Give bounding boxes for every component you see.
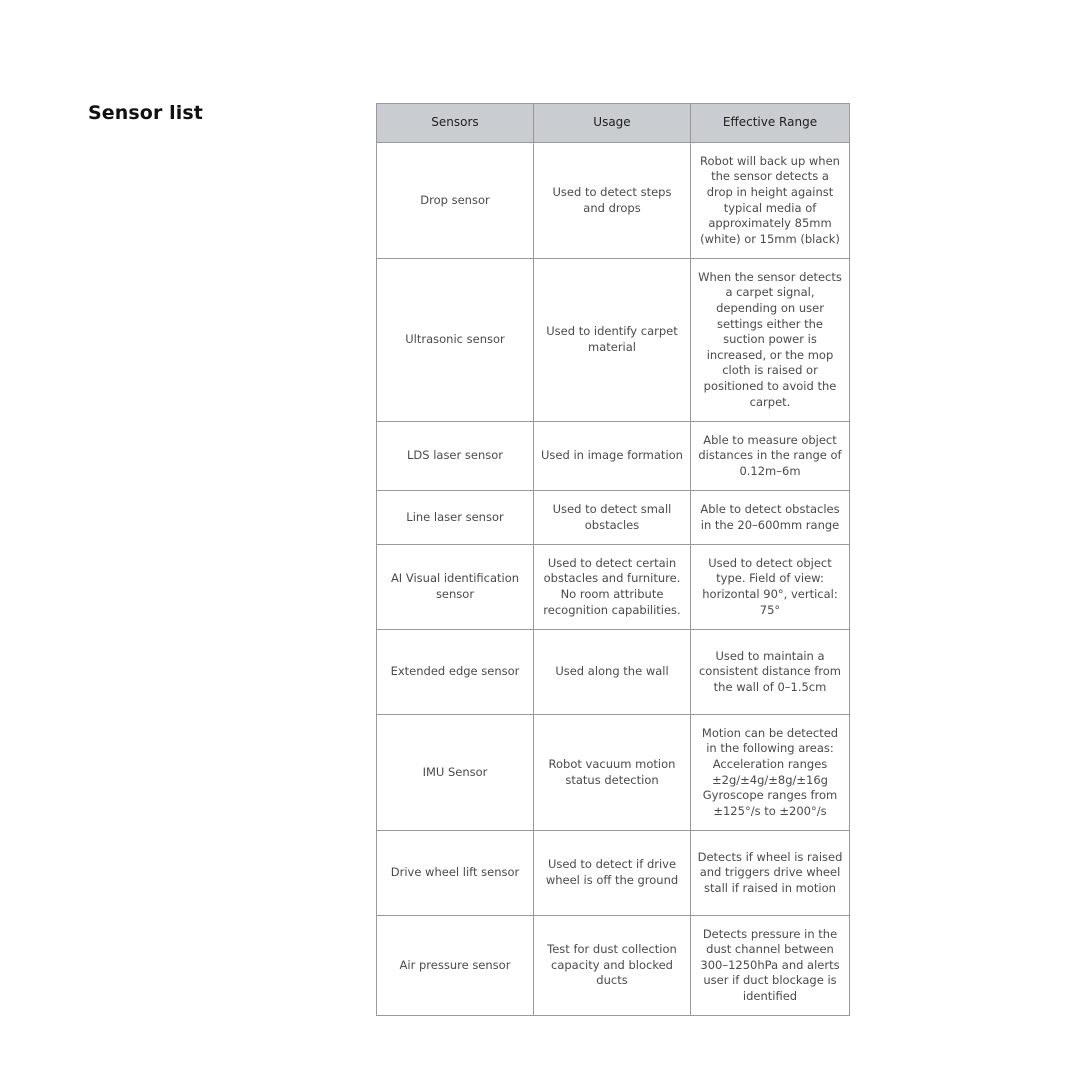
table-row xyxy=(377,422,850,491)
table-row xyxy=(377,831,850,916)
cell-usage: Used to detect certain obstacles and furniture. No room attribute recognition capabilities. xyxy=(534,545,691,630)
cell-usage: Used to detect if drive wheel is off the ground xyxy=(534,831,691,916)
column-header-sensors: Sensors xyxy=(377,104,534,143)
cell-range: Used to maintain a consistent distance from the wall of 0–1.5cm xyxy=(691,630,850,715)
sensor-table xyxy=(376,103,850,1016)
table-row xyxy=(377,491,850,545)
cell-range: Able to detect obstacles in the 20–600mm range xyxy=(691,491,850,545)
cell-usage: Used to identify carpet material xyxy=(534,259,691,422)
cell-sensor: AI Visual identification sensor xyxy=(377,545,534,630)
cell-sensor: Air pressure sensor xyxy=(377,916,534,1016)
column-header-usage: Usage xyxy=(534,104,691,143)
cell-sensor: Ultrasonic sensor xyxy=(377,259,534,422)
cell-sensor: Extended edge sensor xyxy=(377,630,534,715)
table-header-row xyxy=(377,104,850,143)
cell-range: When the sensor detects a carpet signal, depending on user settings either the suction power is increased, or the mop cloth is raised or positioned to avoid the carpet. xyxy=(691,259,850,422)
cell-usage: Used to detect small obstacles xyxy=(534,491,691,545)
cell-range: Detects if wheel is raised and triggers drive wheel stall if raised in motion xyxy=(691,831,850,916)
cell-range: Detects pressure in the dust channel between 300–1250hPa and alerts user if duct blockage is identified xyxy=(691,916,850,1016)
cell-sensor: Drop sensor xyxy=(377,143,534,259)
table-row xyxy=(377,545,850,630)
table-row xyxy=(377,259,850,422)
cell-sensor: IMU Sensor xyxy=(377,715,534,831)
cell-sensor: Drive wheel lift sensor xyxy=(377,831,534,916)
cell-usage: Test for dust collection capacity and blocked ducts xyxy=(534,916,691,1016)
cell-range: Able to measure object distances in the range of 0.12m–6m xyxy=(691,422,850,491)
cell-range: Used to detect object type. Field of view: horizontal 90°, vertical: 75° xyxy=(691,545,850,630)
cell-range: Motion can be detected in the following areas: Acceleration ranges ±2g/±4g/±8g/±16g Gyroscope ranges from ±125°/s to ±200°/s xyxy=(691,715,850,831)
table-row xyxy=(377,143,850,259)
cell-usage: Used along the wall xyxy=(534,630,691,715)
cell-usage: Used to detect steps and drops xyxy=(534,143,691,259)
column-header-effective-range: Effective Range xyxy=(691,104,850,143)
cell-sensor: Line laser sensor xyxy=(377,491,534,545)
table-row xyxy=(377,715,850,831)
page-title: Sensor list xyxy=(88,102,203,124)
cell-usage: Used in image formation xyxy=(534,422,691,491)
table-row xyxy=(377,916,850,1016)
table-row xyxy=(377,630,850,715)
cell-usage: Robot vacuum motion status detection xyxy=(534,715,691,831)
cell-sensor: LDS laser sensor xyxy=(377,422,534,491)
cell-range: Robot will back up when the sensor detects a drop in height against typical media of approximately 85mm (white) or 15mm (black) xyxy=(691,143,850,259)
